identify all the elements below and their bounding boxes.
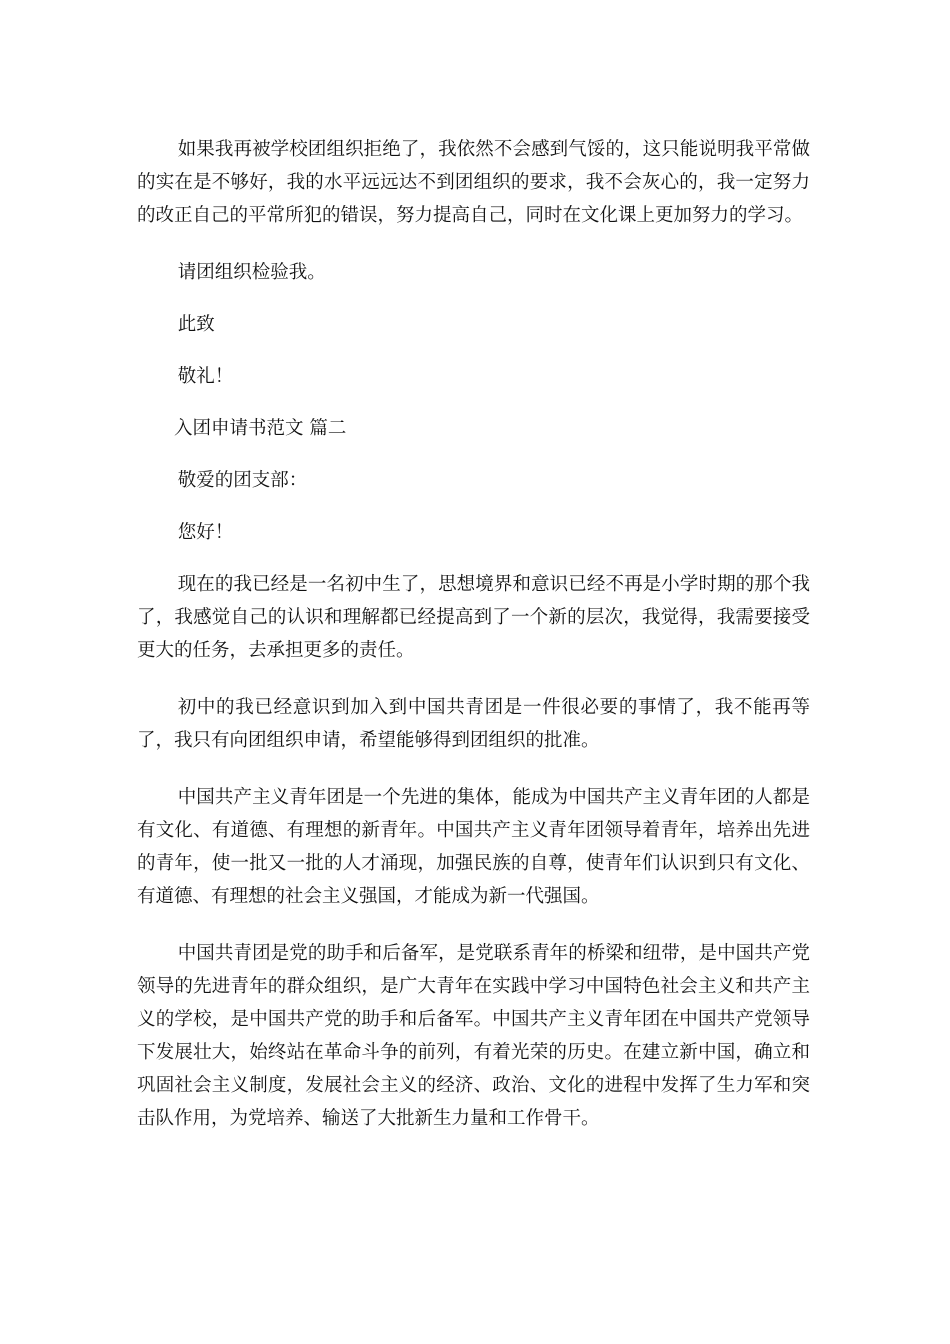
section-heading: 入团申请书范文 篇二 [174,418,347,439]
document-page [137,133,810,1159]
closing-salutation: 此致 [177,314,215,335]
greeting-hello: 您好！ [177,522,234,543]
paragraph-refusal: 如果我再被学校团组织拒绝了，我依然不会感到气馁的，这只能说明我平常做的实在是不够好，我的水平远远达不到团组织的要求，我不会灰心的，我一定努力的改正自己的平常所犯的错误，努力提高自己，同时在文化课上更加努力的学习。 [137,139,810,226]
closing-regards: 敬礼！ [177,366,234,387]
paragraph-league-collective: 中国共产主义青年团是一个先进的集体，能成为中国共产主义青年团的人都是有文化、有道德、有理想的新青年。中国共产主义青年团领导着青年，培养出先进的青年，使一批又一批的人才涌现，加强民族的自尊，使青年们认识到只有文化、有道德、有理想的社会主义强国，才能成为新一代强国。 [137,787,810,907]
paragraph-middle-school: 现在的我已经是一名初中生了，思想境界和意识已经不再是小学时期的那个我了，我感觉自己的认识和理解都已经提高到了一个新的层次，我觉得，我需要接受更大的任务，去承担更多的责任。 [137,574,810,661]
paragraph-apply: 初中的我已经意识到加入到中国共青团是一件很必要的事情了，我不能再等了，我只有向团组织申请，希望能够得到团组织的批准。 [137,697,810,751]
paragraph-league-role: 中国共青团是党的助手和后备军，是党联系青年的桥梁和纽带，是中国共产党领导的先进青年的群众组织，是广大青年在实践中学习中国特色社会主义和共产主义的学校，是中国共产党的助手和后备军。中国共产主义青年团在中国共产党领导下发展壮大，始终站在革命斗争的前列，有着光荣的历史。在建立新中国，确立和巩固社会主义制度，发展社会主义的经济、政治、文化的进程中发挥了生力军和突击队作用，为党培养、输送了大批新生力量和工作骨干。 [137,943,810,1129]
greeting-recipient: 敬爱的团支部： [177,470,308,491]
paragraph-request-check: 请团组织检验我。 [177,262,326,283]
